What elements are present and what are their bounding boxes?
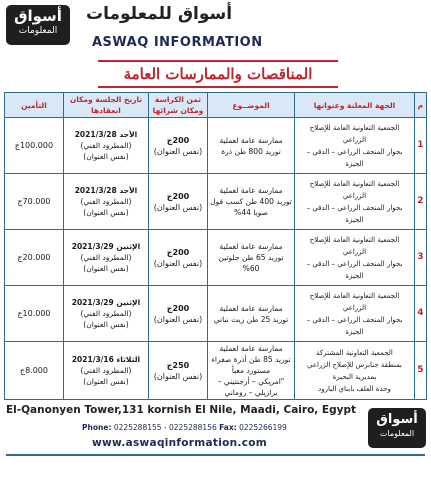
row-number: 2 [414, 174, 426, 230]
fax-label: Fax: [219, 423, 237, 432]
subject-line: ممارسة عامة لعملية [219, 344, 283, 353]
entity-line: وحدة العلف بابناي البارود [318, 384, 391, 393]
entity-line: الزراعي [342, 303, 367, 312]
entity-line: الجيزة [345, 327, 364, 336]
booklet-price [149, 286, 208, 342]
entity-line: الزراعي [342, 191, 367, 200]
tender-subject [207, 118, 294, 174]
company-address: El-Qanonyen Tower,131 kornish El Nile, Maadi, Cairo, Egypt [6, 404, 357, 416]
date-line: (المطرود الفني) [80, 197, 132, 206]
price-line: (نفس العنوان) [153, 314, 203, 324]
insurance-amount: 100.000ج [5, 118, 64, 174]
subject-line: توريد 400 طن كسب فول [210, 197, 292, 206]
subject-line: صويا 44% [234, 208, 268, 217]
insurance-amount: 8.000ج [5, 342, 64, 400]
entity-line: الجمعية التعاونية العامة للإصلاح [309, 123, 400, 132]
entity-line: الجيزة [345, 215, 364, 224]
entity-line: بجوار المتحف الزراعي – الدقي – [306, 259, 403, 268]
subject-line: ممارسة عامة لعملية [219, 242, 283, 251]
booklet-price [149, 230, 208, 286]
column-header-subject: الموضــوع [207, 93, 294, 118]
announcing-entity [295, 286, 415, 342]
column-header-number: م [414, 93, 426, 118]
table-row [5, 286, 427, 342]
tender-subject [207, 286, 294, 342]
booklet-price [149, 118, 208, 174]
fax-number: 0225266199 [239, 423, 287, 432]
footer-logo-text-primary: أسواق [376, 412, 418, 427]
table-header-row [5, 93, 427, 118]
footer-logo-text-secondary: المعلومات [379, 429, 415, 438]
subject-line: توريد 85 طن أذرة صفراء [211, 355, 291, 364]
subject-line: برازيلي – روماني [224, 388, 278, 397]
page-header [0, 0, 431, 83]
entity-line: بجوار المتحف الزراعي – الدقي – [306, 147, 403, 156]
subject-line: ممارسة عامة لعملية [219, 186, 283, 195]
date-line: الأحد 2021/3/28 [74, 130, 138, 139]
session-date [63, 230, 148, 286]
table-row [5, 342, 427, 400]
entity-line: الجمعية التعاونية العامة للإصلاح [309, 179, 400, 188]
column-header-date: تاريخ الجلسة ومكان انعقادها [63, 93, 148, 118]
subject-line: توريد 25 طن زيت نباتي [213, 314, 289, 324]
price-line: (نفس العنوان) [153, 202, 203, 212]
page-footer [0, 400, 431, 480]
brand-name-english: ASWAQ INFORMATION [92, 35, 263, 50]
entity-line: الجمعية التعاونية العامة للإصلاح [309, 235, 400, 244]
date-line: (المطرود الفني) [80, 366, 132, 375]
phone-numbers: 0225288155 - 0225288156 [113, 423, 217, 432]
subject-line: "امريكي – أرجنتيني – [217, 377, 285, 386]
column-header-entity: الجهة المعلنة وعنوانها [295, 93, 415, 118]
date-line: (المطرود الفني) [80, 141, 132, 150]
price-line: 200ج [166, 191, 190, 201]
price-line: 200ج [166, 247, 190, 257]
announcing-entity [295, 342, 415, 400]
entity-line: بجوار المتحف الزراعي – الدقي – [306, 203, 403, 212]
contact-numbers [82, 423, 287, 432]
table-row [5, 118, 427, 174]
row-number: 1 [414, 118, 426, 174]
aswaq-logo-footer [368, 408, 426, 448]
session-date [63, 118, 148, 174]
phone-label: Phone: [82, 423, 112, 432]
subject-line: ممارسة عامة لعملية [219, 303, 283, 313]
price-line: (نفس العنوان) [153, 371, 203, 381]
booklet-price [149, 342, 208, 400]
logo-text-secondary: المعلومات [18, 26, 58, 36]
website-link[interactable]: www.aswaqinformation.com [92, 437, 267, 449]
date-line: الثلاثاء 2021/3/16 [71, 355, 141, 364]
price-line: 250ج [166, 360, 190, 370]
entity-line: بجوار المتحف الزراعي – الدقي – [306, 315, 403, 324]
session-date [63, 286, 148, 342]
insurance-amount: 70.000ج [5, 174, 64, 230]
insurance-amount: 10.000ج [5, 286, 64, 342]
session-date [63, 342, 148, 400]
column-header-insurance: التأمين [5, 93, 64, 118]
entity-line: الجيزة [345, 271, 364, 280]
announcing-entity [295, 174, 415, 230]
date-line: الأحد 2021/3/28 [74, 186, 138, 195]
table-body [5, 118, 427, 400]
row-number: 4 [414, 286, 426, 342]
entity-line: الزراعي [342, 135, 367, 144]
date-line: (نفس العنوان) [83, 320, 129, 329]
page-title-bar [98, 60, 338, 88]
subject-line: ممارسة عامة لعملية [219, 135, 283, 145]
date-line: الإثنين 2021/3/29 [71, 298, 141, 307]
table-row [5, 230, 427, 286]
price-line: 200ج [166, 303, 190, 313]
date-line: (نفس العنوان) [83, 208, 129, 217]
booklet-price [149, 174, 208, 230]
entity-line: الجيزة [345, 159, 364, 168]
logo-text-primary: أسواق [14, 7, 62, 25]
tender-subject [207, 230, 294, 286]
entity-line: الزراعي [342, 247, 367, 256]
date-line: (نفس العنوان) [83, 264, 129, 273]
row-number: 3 [414, 230, 426, 286]
entity-line: بمديرية البحيرة [332, 372, 377, 381]
tender-subject [207, 342, 294, 400]
subject-line: توريد 65 طن جلوتين 60% [218, 253, 284, 273]
tender-subject [207, 174, 294, 230]
insurance-amount: 20.000ج [5, 230, 64, 286]
table-row [5, 174, 427, 230]
announcing-entity [295, 118, 415, 174]
page-title: المناقصات والممارسات العامة [123, 65, 313, 83]
announcing-entity [295, 230, 415, 286]
date-line: (المطرود الفني) [80, 253, 132, 262]
subject-line: توريد 800 طن ذرة [221, 146, 281, 156]
date-line: (المطرود الفني) [80, 309, 132, 318]
brand-name-arabic: أسواق للمعلومات [86, 4, 233, 24]
date-line: (نفس العنوان) [83, 152, 129, 161]
price-line: (نفس العنوان) [153, 258, 203, 268]
price-line: 200ج [166, 135, 190, 145]
footer-divider [6, 454, 425, 456]
entity-line: بمنطقة جنابرس للإصلاح الزراعي [306, 360, 402, 369]
subject-line: مستورد معبأ [231, 366, 271, 375]
date-line: الإثنين 2021/3/29 [71, 242, 141, 251]
aswaq-logo [6, 5, 70, 45]
entity-line: الجمعية التعاونية المشتركة [316, 348, 393, 357]
column-header-price: ثمن الكراسة ومكان شرائها [149, 93, 208, 118]
session-date [63, 174, 148, 230]
price-line: (نفس العنوان) [153, 146, 203, 156]
entity-line: الجمعية التعاونية العامة للإصلاح [309, 291, 400, 300]
row-number: 5 [414, 342, 426, 400]
date-line: (نفس العنوان) [83, 377, 129, 386]
tenders-table [4, 92, 427, 400]
